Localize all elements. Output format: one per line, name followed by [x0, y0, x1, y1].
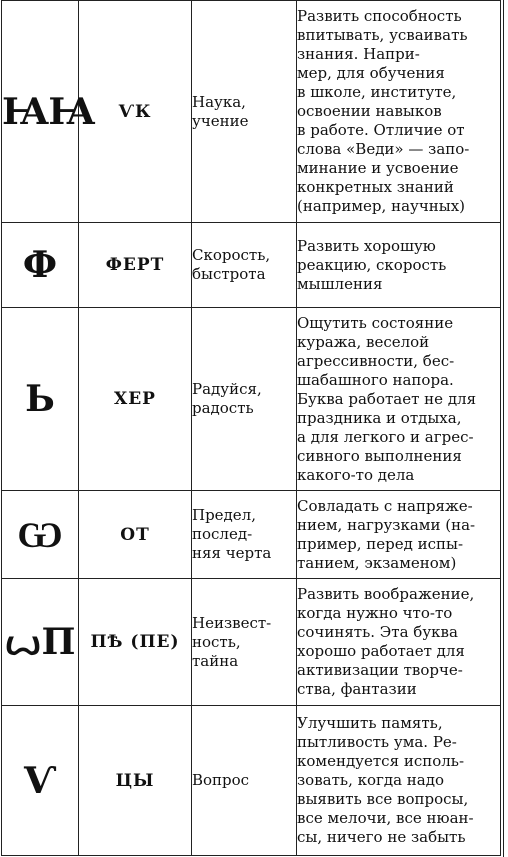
description-line: сивного выполнения — [297, 446, 462, 465]
letter-glyph: ꙖꙖ — [2, 1, 79, 223]
description-line: Совладать с напряже- — [297, 496, 473, 515]
meaning-line: няя черта — [192, 544, 272, 562]
description-line: какого-то дела — [297, 465, 415, 484]
letter-name: ЦЫ — [79, 706, 192, 856]
description-line: когда нужно что-то — [297, 604, 453, 622]
description-line: реакцию, скорость — [297, 255, 447, 274]
description-line: куража, веселой — [297, 332, 430, 351]
letter-glyph: Ѵ — [2, 706, 79, 856]
letter-description — [297, 579, 501, 706]
description-line: в школе, институте, — [297, 83, 457, 101]
description-line: пример, перед испы- — [297, 534, 464, 553]
description-line: все мелочи, все нюан- — [297, 809, 474, 827]
letter-description — [297, 706, 501, 856]
description-line: конкретных знаний — [297, 178, 454, 196]
letter-glyph: Ѡ — [2, 491, 79, 579]
description-line: Развить способность — [297, 7, 462, 25]
description-line: мер, для обучения — [297, 64, 445, 82]
letter-name: ОТ — [79, 491, 192, 579]
letter-name: ХЕР — [79, 308, 192, 491]
description-line: комендуется исполь- — [297, 752, 465, 770]
description-line: зовать, когда надо — [297, 771, 445, 789]
meaning-line: ность, — [192, 632, 241, 651]
meaning-line: послед- — [192, 525, 253, 543]
letter-description — [297, 308, 501, 491]
description-line: агрессивности, бес- — [297, 351, 455, 370]
letter-meaning — [192, 308, 297, 491]
letter-glyph: Ь — [2, 308, 79, 491]
description-line: слова «Веди» — запо- — [297, 140, 470, 158]
description-line: праздника и отдыха, — [297, 408, 462, 427]
description-line: пытливость ума. Ре- — [297, 733, 457, 751]
letter-meaning — [192, 579, 297, 706]
table-row — [2, 579, 501, 706]
table-row — [2, 308, 501, 491]
table-row — [2, 491, 501, 579]
description-line: Развить хорошую — [297, 236, 436, 255]
description-line: Буква работает не для — [297, 389, 477, 408]
letter-glyph: ꙍП — [2, 579, 79, 706]
description-line: освоении навыков — [297, 102, 442, 120]
description-line: выявить все вопросы, — [297, 790, 469, 808]
description-line: шабашного напора. — [297, 370, 454, 389]
meaning-line: Радуйся, — [192, 380, 262, 398]
letter-glyph: Ф — [2, 223, 79, 308]
description-line: нием, нагрузками (на- — [297, 515, 476, 534]
description-line: мышления — [297, 274, 383, 293]
meaning-line: Предел, — [192, 506, 256, 524]
letter-name: ПѢ (ПЕ) — [79, 579, 192, 706]
meaning-line: Скорость, — [192, 246, 271, 264]
meaning-line: быстрота — [192, 265, 266, 283]
description-line: впитывать, усваивать — [297, 26, 468, 44]
meaning-line: учение — [192, 111, 249, 130]
meaning-line: Неизвест- — [192, 613, 272, 632]
meaning-line: радость — [192, 399, 254, 417]
description-line: ства, фантазии — [297, 680, 417, 698]
description-line: Развить воображение, — [297, 585, 475, 603]
letters-table — [1, 0, 501, 856]
description-line: сы, ничего не забыть — [297, 828, 466, 846]
letter-meaning — [192, 1, 297, 223]
letter-description — [297, 223, 501, 308]
table-row — [2, 706, 501, 856]
meaning-line: Вопрос — [192, 771, 250, 789]
letter-meaning — [192, 706, 297, 856]
table-row — [2, 223, 501, 308]
description-line: а для легкого и агрес- — [297, 427, 474, 446]
description-line: сочинять. Эта буква — [297, 623, 458, 641]
table-row — [2, 1, 501, 223]
meaning-line: Наука, — [192, 92, 246, 111]
table-right-edge — [503, 0, 508, 857]
letter-meaning — [192, 223, 297, 308]
description-line: минание и усвоение — [297, 159, 459, 177]
letter-description — [297, 491, 501, 579]
meaning-line: тайна — [192, 651, 239, 670]
letter-meaning — [192, 491, 297, 579]
description-line: в работе. Отличие от — [297, 121, 465, 139]
description-line: хорошо работает для — [297, 642, 465, 660]
letter-description — [297, 1, 501, 223]
description-line: Ощутить состояние — [297, 313, 454, 332]
description-line: активизации творче- — [297, 661, 463, 679]
letter-name: ФЕРТ — [79, 223, 192, 308]
description-line: танием, экзаменом) — [297, 553, 457, 572]
description-line: (например, научных) — [297, 197, 466, 215]
letter-name: ѴК — [79, 1, 192, 223]
description-line: Улучшить память, — [297, 714, 443, 732]
description-line: знания. Напри- — [297, 45, 420, 63]
